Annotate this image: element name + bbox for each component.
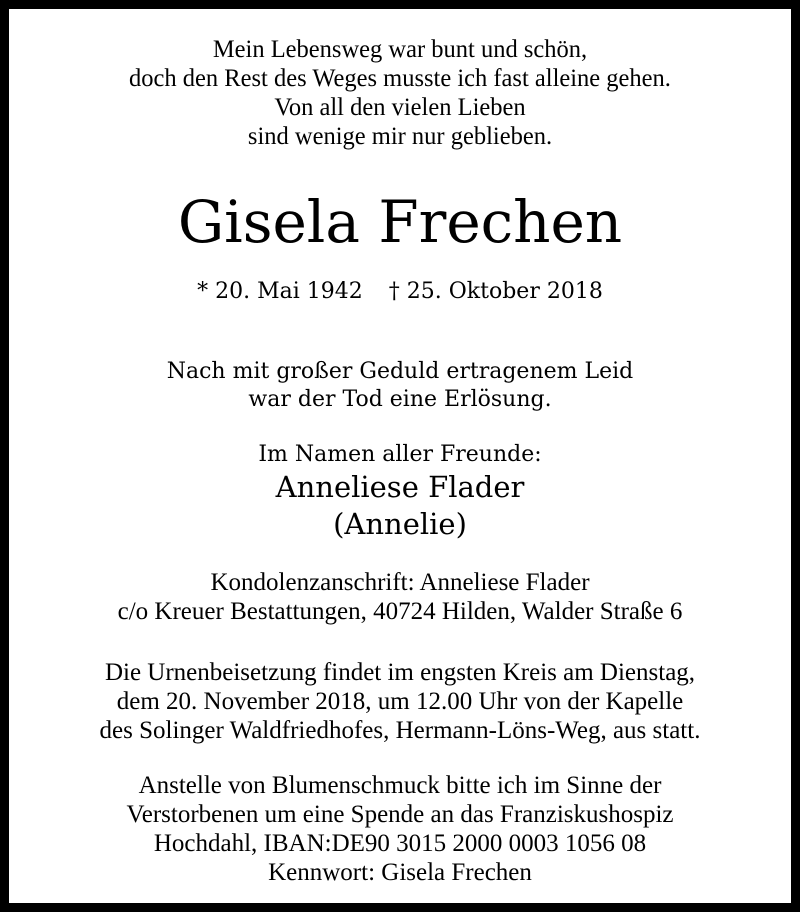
poem-line: sind wenige mir nur geblieben. <box>247 123 553 150</box>
death-date: † 25. Oktober 2018 <box>388 279 603 304</box>
signatory-name: Anneliese Flader <box>275 470 525 504</box>
address-line: c/o Kreuer Bestattungen, 40724 Hilden, Walder Straße 6 <box>117 598 683 625</box>
poem-line: Mein Lebensweg war bunt und schön, <box>212 36 588 63</box>
signatory-nickname: (Annelie) <box>333 507 467 541</box>
burial-line: Die Urnenbeisetzung findet im engsten Kreis am Dienstag, <box>104 659 696 686</box>
poem-line: Von all den vielen Lieben <box>274 94 526 121</box>
donation-line: Anstelle von Blumenschmuck bitte ich im Sinne der <box>138 772 662 799</box>
donation-line: Hochdahl, IBAN:DE90 3015 2000 0003 1056 08 <box>153 830 647 857</box>
deceased-name: Gisela Frechen <box>177 188 623 256</box>
life-dates <box>0 279 800 304</box>
address-line: Kondolenzanschrift: Anneliese Flader <box>210 569 590 596</box>
condolence-line: war der Tod eine Erlösung. <box>248 387 552 412</box>
poem-line: doch den Rest des Weges musste ich fast alleine gehen. <box>129 65 671 92</box>
birth-date: * 20. Mai 1942 <box>197 279 363 304</box>
signature-intro: Im Namen aller Freunde: <box>258 442 542 467</box>
donation-line: Kennwort: Gisela Frechen <box>268 859 532 886</box>
burial-line: des Solinger Waldfriedhofes, Hermann-Löns-Weg, aus statt. <box>99 717 701 744</box>
donation-line: Verstorbenen um eine Spende an das Franziskushospiz <box>126 801 674 828</box>
condolence-line: Nach mit großer Geduld ertragenem Leid <box>166 359 634 384</box>
burial-line: dem 20. November 2018, um 12.00 Uhr von der Kapelle <box>116 688 684 715</box>
